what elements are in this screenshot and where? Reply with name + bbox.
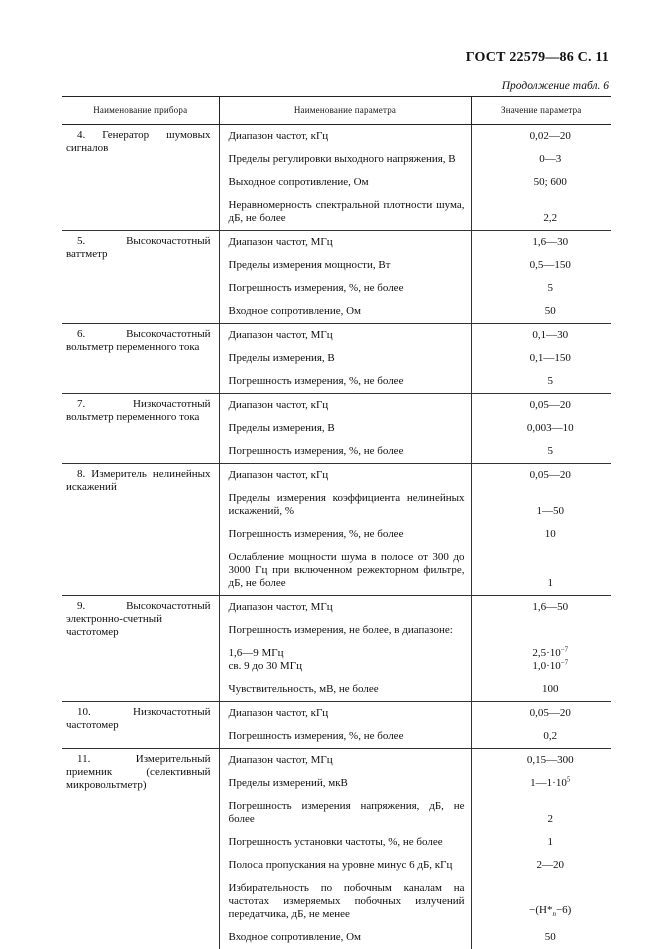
device-name: 5. Высокочастотный ваттметр [62, 231, 219, 324]
value-cell: 0,05—20 [471, 702, 611, 726]
parameter-cell: Погрешность измерения, %, не более [219, 440, 471, 464]
value-cell: 0,1—150 [471, 347, 611, 370]
value-cell: 5 [471, 370, 611, 394]
device-name: 10. Низкочастотный частотомер [62, 702, 219, 749]
parameter-cell: Диапазон частот, МГц [219, 324, 471, 348]
parameter-cell: Пределы измерения мощности, Вт [219, 254, 471, 277]
value-mantissa: 1—1·10 [530, 777, 567, 789]
value-suffix: −6) [556, 904, 571, 916]
parameter-cell: Неравномерность спектральной плотности шума, дБ, не более [219, 194, 471, 231]
device-name: 4. Генератор шумовых сигналов [62, 125, 219, 231]
value-cell: 0,05—20 [471, 464, 611, 488]
parameter-cell: Погрешность измерения, %, не более [219, 370, 471, 394]
parameter-cell: Пределы измерения, В [219, 347, 471, 370]
value-cell: 1 [471, 546, 611, 596]
value-cell: 0,02—20 [471, 125, 611, 149]
value-cell: 0—3 [471, 148, 611, 171]
parameter-cell: Диапазон частот, кГц [219, 125, 471, 149]
parameter-cell: Диапазон частот, МГц [219, 596, 471, 620]
parameter-cell: Ослабление мощности шума в полосе от 300 до 3000 Гц при включенном режекторном фильтре, дБ, не более [219, 546, 471, 596]
value-cell: 5 [471, 440, 611, 464]
table-row [62, 394, 611, 418]
parameter-cell: Погрешность измерения, не более, в диапазоне: [219, 619, 471, 642]
parameter-cell: Диапазон частот, МГц [219, 749, 471, 773]
parameter-cell: Диапазон частот, МГц [219, 231, 471, 255]
value-cell: 10 [471, 523, 611, 546]
parameter-cell: Входное сопротивление, Ом [219, 300, 471, 324]
parameter-cell: Пределы регулировки выходного напряжения, В [219, 148, 471, 171]
table-row [62, 324, 611, 348]
device-name: 6. Высокочастотный вольтметр переменного тока [62, 324, 219, 394]
parameter-cell: Погрешность установки частоты, %, не более [219, 831, 471, 854]
value-cell: 5 [471, 277, 611, 300]
value-mantissa: 2,5·10 [532, 647, 560, 659]
value-cell: 50 [471, 300, 611, 324]
device-name: 11. Измерительный приемник (селективный микровольтметр) [62, 749, 219, 949]
value-cell: 2—20 [471, 854, 611, 877]
parameter-cell: Диапазон частот, кГц [219, 394, 471, 418]
header-device: Наименование прибора [62, 97, 219, 125]
value-mantissa: 1,0·10 [532, 660, 560, 672]
device-name: 8. Измеритель нелинейных искажений [62, 464, 219, 596]
parameter-cell: Избирательность по побочным каналам на частотах измеряемых побочных излучений передатчика, дБ, не менее [219, 877, 471, 926]
parameter-cell: Пределы измерения коэффициента нелинейных искажений, % [219, 487, 471, 523]
table-header-row [62, 97, 611, 125]
parameter-cell: Чувствительность, мВ, не более [219, 678, 471, 702]
parameters-table [62, 96, 611, 949]
table-row [62, 464, 611, 488]
value-cell [471, 619, 611, 642]
parameter-cell: Диапазон частот, кГц [219, 702, 471, 726]
value-cell: 50; 600 [471, 171, 611, 194]
header-value: Значение параметра [471, 97, 611, 125]
parameter-cell: Погрешность измерения, %, не более [219, 725, 471, 749]
range-label: св. 9 до 30 МГц [229, 660, 465, 673]
parameter-cell: Входное сопротивление, Ом [219, 926, 471, 949]
parameter-cell: Пределы измерений, мкВ [219, 772, 471, 795]
value-cell: 1,6—50 [471, 596, 611, 620]
value-subscript: п [552, 910, 556, 918]
parameter-cell [219, 642, 471, 678]
value-cell: 0,1—30 [471, 324, 611, 348]
value-cell: 100 [471, 678, 611, 702]
device-name: 7. Низкочастотный вольтметр переменного тока [62, 394, 219, 464]
parameter-cell: Погрешность измерения, %, не более [219, 277, 471, 300]
value-exponent: −7 [561, 658, 568, 666]
value-cell: 2,2 [471, 194, 611, 231]
value-cell: 1,6—30 [471, 231, 611, 255]
value-cell [471, 642, 611, 678]
value-cell: 0,003—10 [471, 417, 611, 440]
value-cell: 2 [471, 795, 611, 831]
value-cell: 0,5—150 [471, 254, 611, 277]
parameter-cell: Пределы измерения, В [219, 417, 471, 440]
header-parameter: Наименование параметра [219, 97, 471, 125]
value-exponent: −7 [561, 645, 568, 653]
value-cell: 1 [471, 831, 611, 854]
table-row [62, 702, 611, 726]
value-cell: 0,2 [471, 725, 611, 749]
table-row [62, 231, 611, 255]
value-cell: 0,05—20 [471, 394, 611, 418]
parameter-cell: Погрешность измерения, %, не более [219, 523, 471, 546]
value-cell: 0,15—300 [471, 749, 611, 773]
parameter-cell: Полоса пропускания на уровне минус 6 дБ, кГц [219, 854, 471, 877]
range-label: 1,6—9 МГц [229, 647, 465, 660]
value-prefix: −(Н* [529, 904, 552, 916]
value-cell: 1—50 [471, 487, 611, 523]
value-cell: 50 [471, 926, 611, 949]
table-row [62, 596, 611, 620]
device-name: 9. Высокочастотный электронно-счетный частотомер [62, 596, 219, 702]
table-row [62, 749, 611, 773]
value-cell [471, 877, 611, 926]
parameter-cell: Выходное сопротивление, Ом [219, 171, 471, 194]
value-exponent: 5 [567, 775, 571, 783]
page-header: ГОСТ 22579—86 С. 11 [466, 50, 609, 66]
table-row [62, 125, 611, 149]
table-continuation-label: Продолжение табл. 6 [502, 80, 609, 92]
parameter-cell: Погрешность измерения напряжения, дБ, не более [219, 795, 471, 831]
value-cell [471, 772, 611, 795]
parameter-cell: Диапазон частот, кГц [219, 464, 471, 488]
